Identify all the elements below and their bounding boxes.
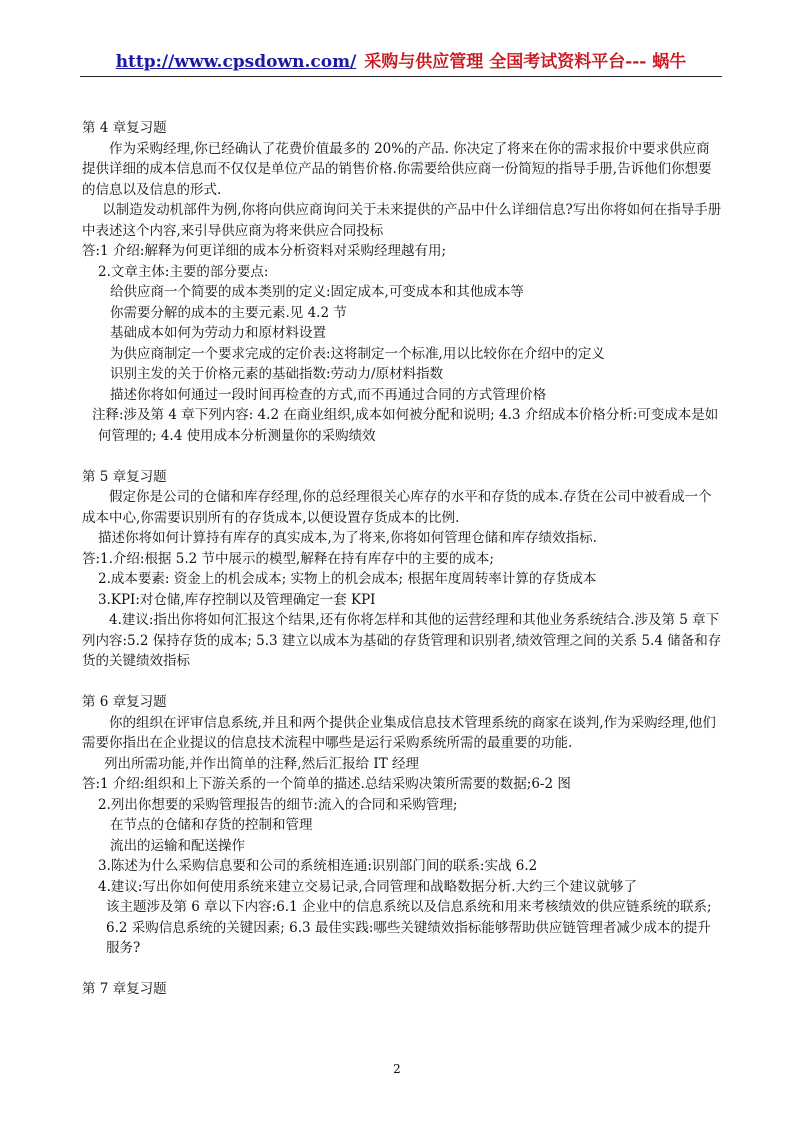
ch4-bullet-5: 识别主发的关于价格元素的基础指数:劳动力/原材料指数: [110, 366, 444, 382]
ch6-question-1: 你的组织在评审信息系统,并且和两个提供企业集成信息技术管理系统的商家在谈判,作为采购经理,他们需要你指出在企业提议的信息技术流程中哪些是运行采购系统所需的最重要的功能.: [82, 714, 716, 751]
ch5-answer-2: 2.成本要素: 资金上的机会成本; 实物上的机会成本; 根据年度周转率计算的存货成本: [98, 571, 597, 587]
header-url-link[interactable]: http://www.cpsdown.com/: [115, 52, 357, 72]
ch5-answer-1: 答:1.介绍:根据 5.2 节中展示的模型,解释在持有库存中的主要的成本;: [82, 550, 494, 567]
ch4-note: 注释:涉及第 4 章下列内容: 4.2 在商业组织,成本如何被分配和说明; 4.3 介绍成本价格分析:可变成本是如何管理的; 4.4 使用成本分析测量你的采购绩效: [92, 407, 719, 444]
page-number: 2: [393, 1062, 401, 1076]
chapter-4-title: 第 4 章复习题: [82, 120, 167, 136]
ch4-bullet-4: 为供应商制定一个要求完成的定价表:这将制定一个标准,用以比较你在介绍中的定义: [110, 345, 605, 362]
chapter-5-title: 第 5 章复习题: [82, 468, 167, 485]
ch4-question-1: 作为采购经理,你已经确认了花费价值最多的 20%的产品. 你决定了将来在你的需求报价中要求供应商提供详细的成本信息而不仅仅是单位产品的销售价格.你需要给供应商一份简短的指导手册,告诉他们你想要的信息以及信息的形式.: [82, 140, 712, 198]
ch5-answer-3: 3.KPI:对仓储,库存控制以及管理确定一套 KPI: [98, 591, 376, 608]
ch6-bullet-2: 流出的运输和配送操作: [110, 837, 245, 854]
ch4-bullet-3: 基础成本如何为劳动力和原材料设置: [110, 325, 326, 341]
chapter-7-title: 第 7 章复习题: [82, 981, 167, 997]
chapter-6-title: 第 6 章复习题: [82, 694, 167, 710]
ch5-question-1: 假定你是公司的仓储和库存经理,你的总经理很关心库存的水平和存货的成本.存货在公司中被看成一个成本中心,你需要识别所有的存货成本,以便设置存货成本的比例.: [82, 489, 712, 526]
ch6-question-2: 列出所需功能,并作出简单的注释,然后汇报给 IT 经理: [104, 755, 420, 772]
ch4-bullet-6: 描述你将如何通过一段时间再检查的方式,而不再通过合同的方式管理价格: [110, 386, 547, 403]
document-body: [82, 118, 722, 1000]
ch4-question-2: 以制造发动机部件为例,你将向供应商询问关于未来提供的产品中什么详细信息?写出你将如何在指导手册中表述这个内容,来引导供应商为将来供应合同投标: [82, 202, 722, 239]
ch4-answer-2: 2.文章主体:主要的部分要点:: [98, 263, 269, 280]
ch6-bullet-1: 在节点的仓储和存货的控制和管理: [110, 817, 313, 833]
ch4-bullet-1: 给供应商一个简要的成本类别的定义:固定成本,可变成本和其他成本等: [110, 284, 524, 300]
ch6-answer-4: 4.建议:写出你如何使用系统来建立交易记录,合同管理和战略数据分析.大约三个建议就够了: [98, 878, 638, 895]
ch6-note: 该主题涉及第 6 章以下内容:6.1 企业中的信息系统以及信息系统和用来考核绩效的供应链系统的联系; 6.2 采购信息系统的关键因素; 6.3 最佳实践:哪些关键绩效指标能够帮助供应链管理者减少成本的提升服务?: [106, 899, 712, 956]
ch6-answer-3: 3.陈述为什么采购信息要和公司的系统相连通:识别部门间的联系:实战 6.2: [98, 858, 538, 874]
ch5-answer-4: 4.建议:指出你将如何汇报这个结果,还有你将怎样和其他的运营经理和其他业务系统结合.涉及第 5 章下列内容:5.2 保持存货的成本; 5.3 建立以成本为基础的存货管理和识别者,绩效管理之间的关系 5.4 储备和存货的关键绩效指标: [82, 612, 722, 669]
page-header: [80, 50, 722, 77]
ch4-answer-1: 答:1 介绍:解释为何更详细的成本分析资料对采购经理越有用;: [82, 243, 447, 259]
ch5-question-2: 描述你将如何计算持有库存的真实成本,为了将来,你将如何管理仓储和库存绩效指标.: [98, 530, 597, 546]
ch6-answer-2: 2.列出你想要的采购管理报告的细节:流入的合同和采购管理;: [98, 796, 458, 813]
ch6-answer-1: 答:1 介绍:组织和上下游关系的一个简单的描述.总结采购决策所需要的数据;6-2 图: [82, 776, 571, 792]
ch4-bullet-2: 你需要分解的成本的主要元素.见 4.2 节: [110, 304, 347, 321]
header-title: 采购与供应管理 全国考试资料平台--- 蜗牛: [364, 52, 687, 72]
